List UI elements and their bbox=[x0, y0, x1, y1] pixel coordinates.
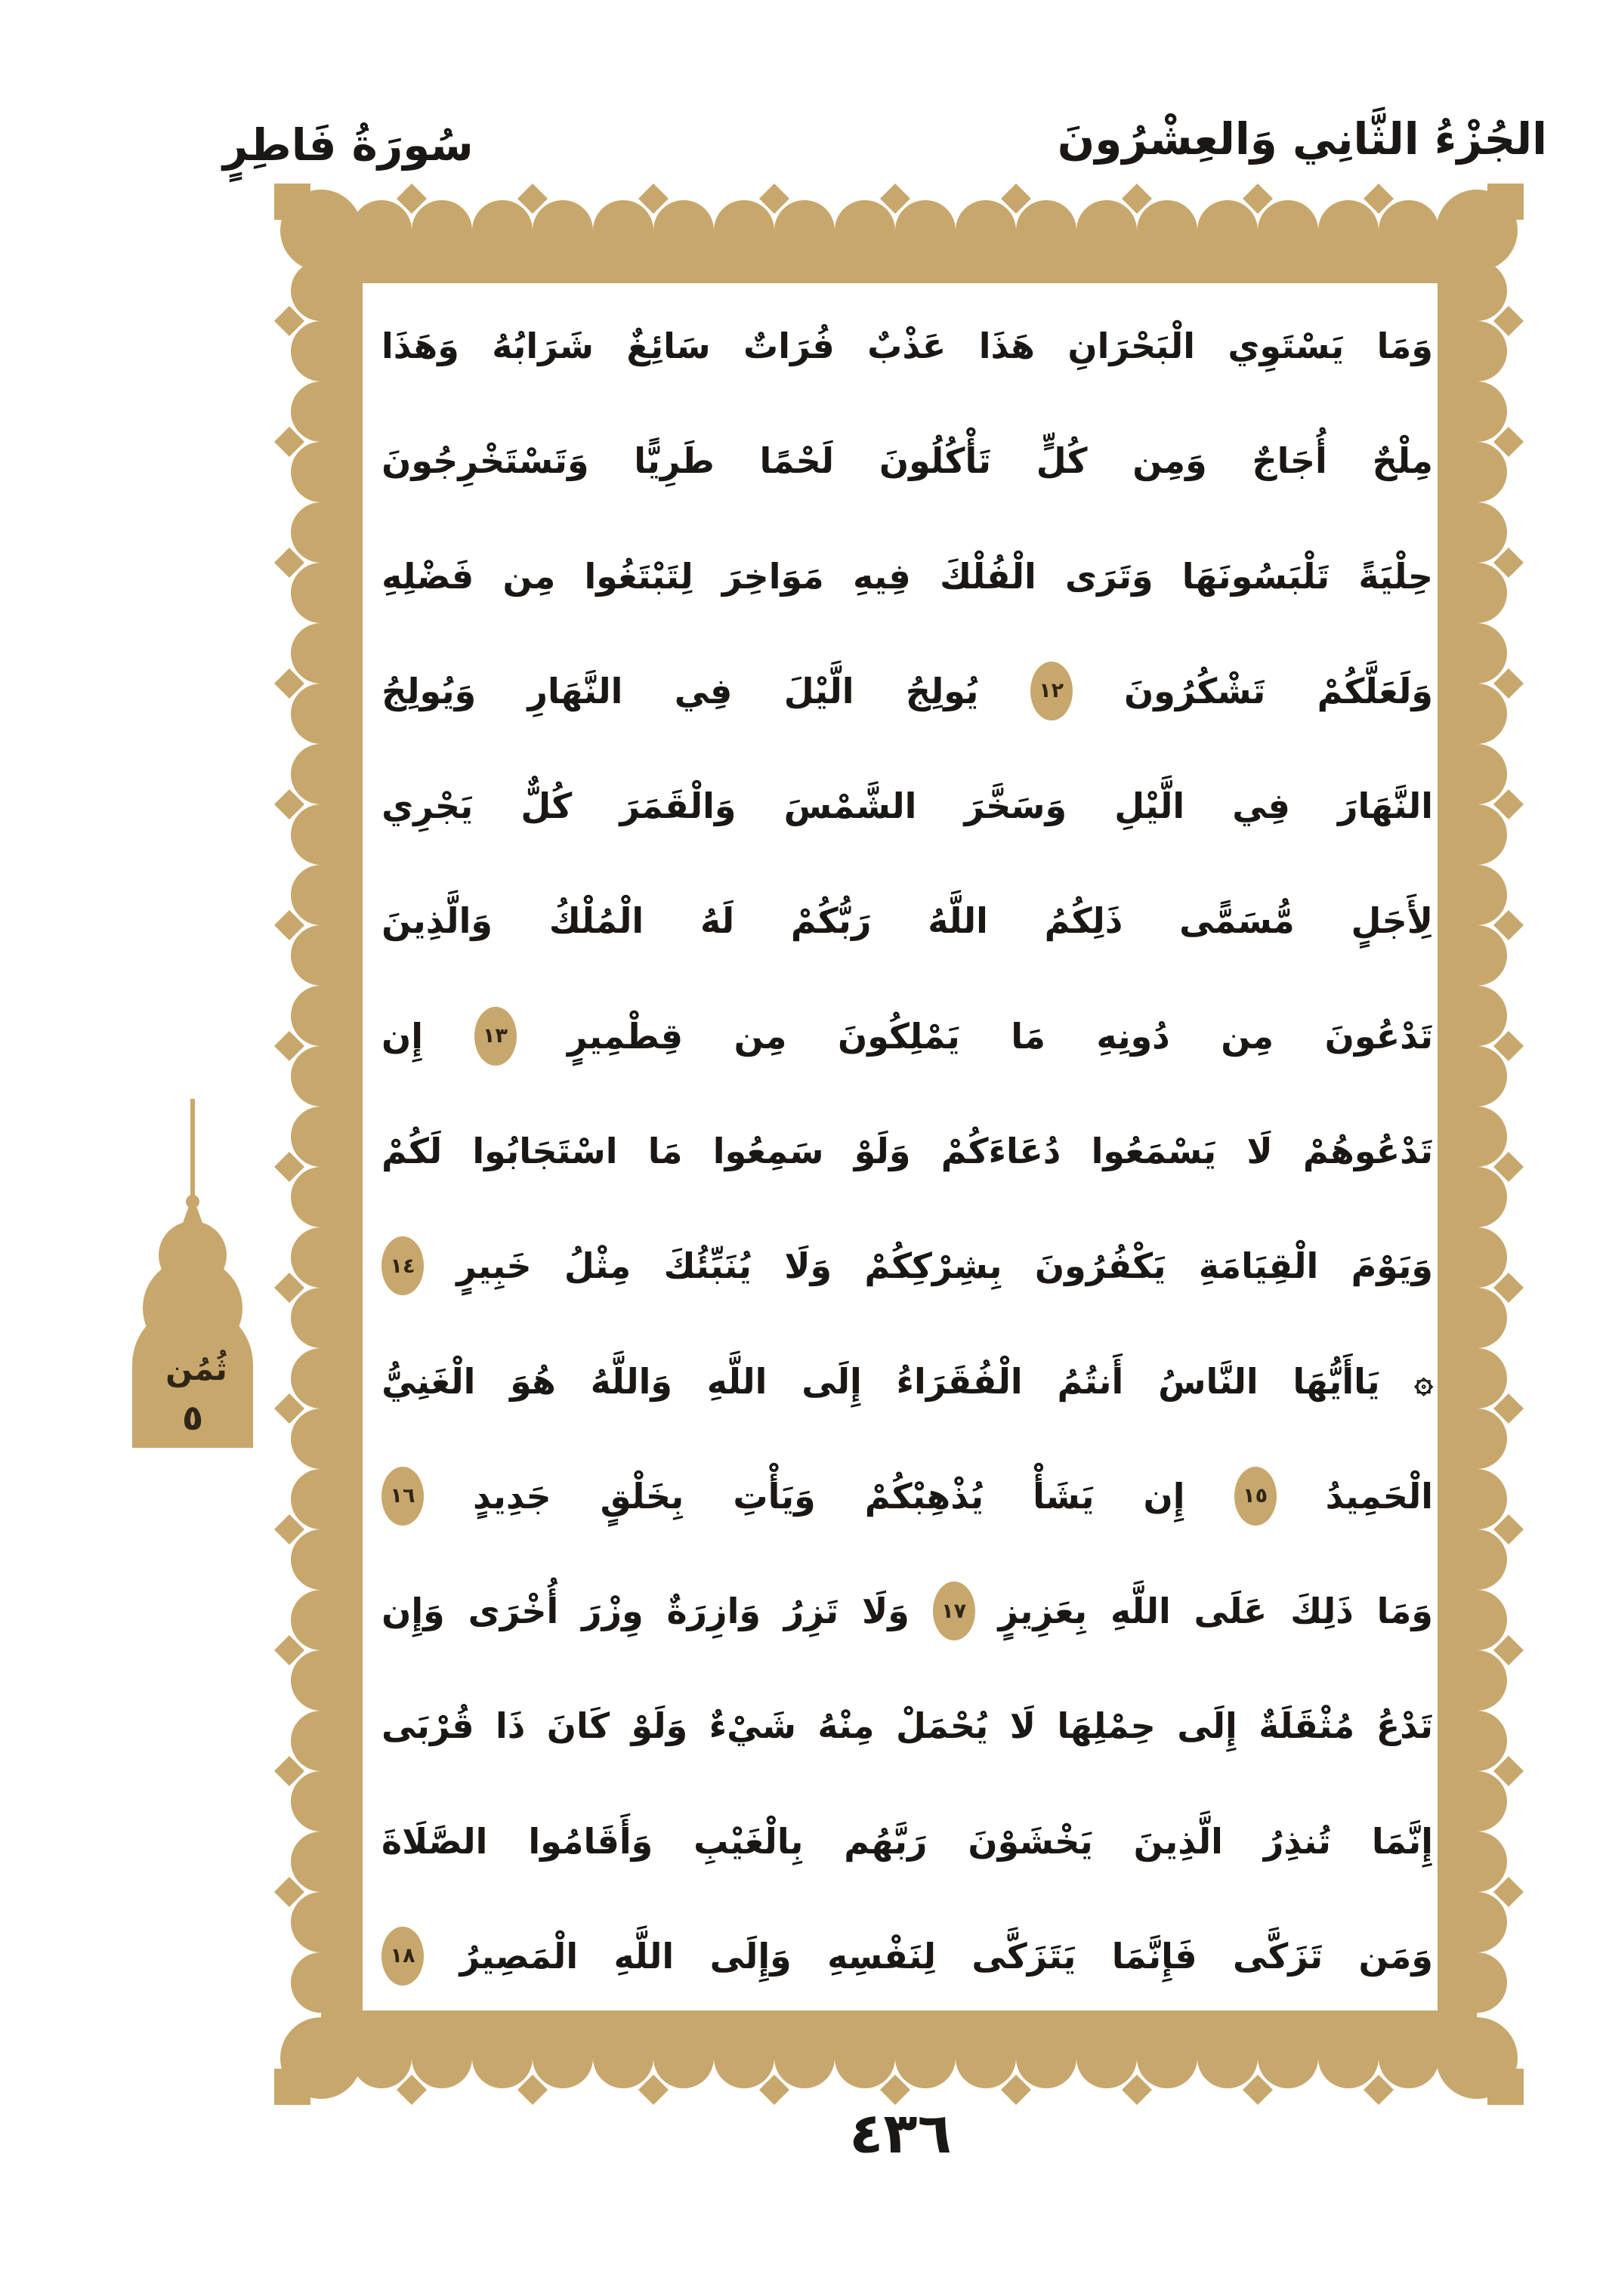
quran-word: يُذْهِبْكُمْ bbox=[864, 1475, 984, 1517]
quran-word: يَمْلِكُونَ bbox=[837, 1015, 960, 1057]
quran-line bbox=[381, 1213, 1433, 1319]
quran-word: مِن bbox=[1221, 1015, 1274, 1057]
quran-word: سَمِعُوا bbox=[712, 1130, 824, 1171]
quran-word: هُوَ bbox=[510, 1360, 556, 1402]
quran-word: وَمَن bbox=[1358, 1935, 1433, 1977]
quran-word: يَاأَيُّهَا bbox=[1293, 1360, 1380, 1402]
quran-word: وَالْقَمَرَ bbox=[619, 785, 737, 827]
quran-word: وَهَذَا bbox=[381, 326, 459, 366]
quran-line bbox=[381, 868, 1433, 974]
quran-word: وَسَخَّرَ bbox=[964, 785, 1067, 827]
quran-word: ذَا bbox=[496, 1705, 526, 1747]
quran-word: يَخْشَوْنَ bbox=[968, 1820, 1093, 1862]
thumn-number: ٥ bbox=[181, 1397, 204, 1438]
quran-word: مِن bbox=[502, 555, 556, 597]
surah-title: سُورَةُ فَاطِرٍ bbox=[223, 119, 474, 171]
quran-word: النَّهَارِ bbox=[527, 670, 623, 711]
quran-word: حِمْلِهَا bbox=[1057, 1705, 1156, 1747]
quran-line bbox=[381, 408, 1433, 514]
quran-word: كَانَ bbox=[546, 1705, 610, 1747]
thumn-label: ثُمُن bbox=[165, 1350, 227, 1387]
quran-word: يُولِجُ bbox=[905, 670, 979, 711]
quran-word: لَا bbox=[1246, 1130, 1273, 1171]
quran-line bbox=[381, 983, 1433, 1089]
ayah-number: ١٣ bbox=[483, 1024, 508, 1048]
quran-word: مِثْلُ bbox=[564, 1245, 632, 1287]
quran-word: يَسْتَوِي bbox=[1228, 326, 1345, 366]
quran-word: وَالَّذِينَ bbox=[381, 900, 493, 942]
quran-word: إِلَى bbox=[1177, 1705, 1237, 1747]
quran-word: وَازِرَةٌ bbox=[666, 1591, 761, 1632]
quran-word: يَشَأْ bbox=[1033, 1475, 1095, 1517]
quran-word: طَرِيًّا bbox=[634, 440, 715, 482]
quran-word: يَجْرِي bbox=[381, 785, 474, 827]
quran-word: مُّسَمًّى bbox=[1179, 900, 1295, 942]
quran-word: دُونِهِ bbox=[1096, 1015, 1170, 1057]
quran-word: بِالْغَيْبِ bbox=[693, 1820, 804, 1862]
quran-word: إِنَّمَا bbox=[1371, 1820, 1433, 1862]
quran-word: الْفُقَرَاءُ bbox=[896, 1360, 1023, 1402]
quran-word: سَائِغٌ bbox=[626, 326, 711, 366]
quran-word: أُجَاجٌ bbox=[1252, 440, 1327, 482]
quran-word: تَلْبَسُونَهَا bbox=[1181, 555, 1330, 597]
quran-word: الْمَصِيرُ bbox=[459, 1935, 579, 1977]
quran-line bbox=[381, 1098, 1433, 1204]
quran-word: وَإِن bbox=[381, 1591, 445, 1632]
juz-title: الجُزْءُ الثَّانِي وَالعِشْرُونَ bbox=[1057, 113, 1547, 165]
quran-word: تَدْعُونَ bbox=[1324, 1015, 1433, 1057]
quran-word: أُخْرَى bbox=[468, 1591, 559, 1632]
quran-word: قِطْمِيرٍ bbox=[567, 1015, 684, 1057]
quran-word: مَوَاخِرَ bbox=[721, 555, 824, 597]
quran-word: فِي bbox=[674, 670, 733, 711]
quran-line bbox=[381, 523, 1433, 629]
quran-word: رَبَّهُم bbox=[844, 1820, 928, 1862]
quran-word: تَدْعُوهُمْ bbox=[1302, 1130, 1433, 1171]
quran-line bbox=[381, 1443, 1433, 1549]
quran-word: لَحْمًا bbox=[759, 440, 835, 482]
quran-word: الَّيْلَ bbox=[783, 670, 854, 711]
quran-word: وَلَا bbox=[861, 1591, 910, 1632]
quran-text-area bbox=[381, 293, 1433, 2009]
thumn-stem bbox=[190, 1099, 195, 1197]
quran-word: وَأَقَامُوا bbox=[528, 1820, 653, 1862]
quran-word: هَذَا bbox=[978, 326, 1035, 366]
quran-word: فِيهِ bbox=[852, 555, 911, 597]
page-number: ٤٣٦ bbox=[849, 2101, 952, 2166]
quran-word: اسْتَجَابُوا bbox=[472, 1130, 618, 1171]
quran-word: النَّهَارَ bbox=[1338, 785, 1433, 827]
ayah-number: ١٨ bbox=[390, 1944, 415, 1968]
quran-word: وَلَا bbox=[784, 1245, 832, 1287]
quran-word: ذَلِكُمُ bbox=[1044, 900, 1123, 942]
quran-line bbox=[381, 1558, 1433, 1664]
quran-word: كُلٌّ bbox=[520, 785, 573, 827]
ayah-marker bbox=[933, 1582, 975, 1640]
ayah-number: ١٦ bbox=[390, 1484, 415, 1508]
quran-word: لِأَجَلٍ bbox=[1351, 900, 1433, 942]
quran-word: الشَّمْسَ bbox=[783, 785, 917, 827]
quran-word: كُلٍّ bbox=[1036, 440, 1088, 482]
ayah-marker bbox=[1030, 662, 1073, 721]
ayah-number: ١٢ bbox=[1039, 679, 1064, 703]
quran-word: وَيُولِجُ bbox=[381, 670, 477, 711]
ayah-marker bbox=[381, 1467, 424, 1526]
quran-word: بِشِرْكِكُمْ bbox=[864, 1245, 1002, 1287]
quran-word: شَيْءٌ bbox=[709, 1705, 796, 1747]
quran-word: وِزْرَ bbox=[582, 1591, 644, 1632]
quran-word: عَذْبٌ bbox=[867, 326, 947, 366]
quran-word: مَا bbox=[1011, 1015, 1045, 1057]
thumn-marker bbox=[106, 1099, 280, 1461]
ayah-marker bbox=[381, 1927, 424, 1986]
quran-word: إِلَى bbox=[801, 1360, 862, 1402]
quran-word: تَشْكُرُونَ bbox=[1123, 670, 1266, 711]
quran-word: ذَلِكَ bbox=[1290, 1591, 1354, 1632]
quran-word: وَتَرَى bbox=[1064, 555, 1154, 597]
quran-word: وَإِلَى bbox=[709, 1935, 792, 1977]
quran-word: وَتَسْتَخْرِجُونَ bbox=[381, 440, 589, 482]
quran-word: خَبِيرٍ bbox=[456, 1245, 532, 1287]
quran-word: وَلَعَلَّكُمْ bbox=[1317, 670, 1433, 711]
quran-word: يَتَزَكَّى bbox=[971, 1935, 1076, 1977]
quran-word: تَزِرُ bbox=[783, 1591, 839, 1632]
quran-word: فِي bbox=[1232, 785, 1290, 827]
quran-word: تَزَكَّى bbox=[1232, 1935, 1323, 1977]
quran-word: الَّيْلِ bbox=[1114, 785, 1185, 827]
ayah-marker bbox=[474, 1007, 517, 1066]
quran-word: اللَّهِ bbox=[613, 1935, 675, 1977]
quran-line bbox=[381, 1329, 1433, 1434]
quran-word: الْفُلْكَ bbox=[939, 555, 1036, 597]
quran-word: إِن bbox=[1143, 1475, 1185, 1517]
quran-word: الْقِيَامَةِ bbox=[1198, 1245, 1319, 1287]
quran-word: فَضْلِهِ bbox=[381, 555, 474, 597]
quran-word: إِن bbox=[381, 1015, 424, 1057]
quran-word: لِتَبْتَغُوا bbox=[584, 555, 693, 597]
quran-word: رَبُّكُمْ bbox=[790, 900, 872, 942]
rub-el-hizb-icon: ۞ bbox=[1414, 1362, 1433, 1400]
quran-word: تَدْعُ bbox=[1376, 1705, 1433, 1747]
quran-word: يُحْمَلْ bbox=[895, 1705, 989, 1747]
quran-line bbox=[381, 638, 1433, 744]
quran-word: الْغَنِيُّ bbox=[381, 1360, 476, 1402]
quran-word: وَيَأْتِ bbox=[733, 1475, 816, 1517]
quran-word: وَمِن bbox=[1132, 440, 1207, 482]
ayah-number: ١٥ bbox=[1243, 1484, 1268, 1508]
quran-word: يَكْفُرُونَ bbox=[1034, 1245, 1166, 1287]
quran-word: تُنذِرُ bbox=[1263, 1820, 1331, 1862]
quran-word: بِعَزِيزٍ bbox=[998, 1591, 1088, 1632]
ayah-marker bbox=[1234, 1467, 1277, 1526]
quran-word: مُثْقَلَةٌ bbox=[1259, 1705, 1355, 1747]
quran-word: مِنْهُ bbox=[817, 1705, 875, 1747]
quran-line bbox=[381, 753, 1433, 859]
quran-word: اللَّهِ bbox=[706, 1360, 767, 1402]
quran-word: حِلْيَةً bbox=[1358, 555, 1433, 597]
quran-word: النَّاسُ bbox=[1158, 1360, 1259, 1402]
quran-word: دُعَاءَكُمْ bbox=[940, 1130, 1061, 1171]
quran-word: لِنَفْسِهِ bbox=[827, 1935, 937, 1977]
quran-word: مِلْحٌ bbox=[1372, 440, 1433, 482]
quran-word: شَرَابُهُ bbox=[492, 326, 595, 366]
quran-word: أَنتُمُ bbox=[1057, 1360, 1124, 1402]
quran-word: يَسْمَعُوا bbox=[1091, 1130, 1217, 1171]
quran-word: فَإِنَّمَا bbox=[1111, 1935, 1197, 1977]
ayah-marker bbox=[381, 1236, 424, 1295]
quran-word: جَدِيدٍ bbox=[473, 1475, 551, 1517]
quran-line bbox=[381, 1788, 1433, 1894]
quran-line bbox=[381, 1673, 1433, 1779]
quran-word: الْبَحْرَانِ bbox=[1067, 326, 1195, 366]
quran-word: الصَّلَاةَ bbox=[381, 1820, 488, 1862]
quran-word: بِخَلْقٍ bbox=[600, 1475, 684, 1517]
ayah-number: ١٧ bbox=[941, 1599, 967, 1623]
quran-word: لَهُ bbox=[700, 900, 735, 942]
quran-word: يُنَبِّئُكَ bbox=[663, 1245, 752, 1287]
quran-word: مَا bbox=[647, 1130, 683, 1171]
quran-word: اللَّهِ bbox=[1110, 1591, 1171, 1632]
quran-word: وَلَوْ bbox=[854, 1130, 911, 1171]
quran-word: قُرْبَى bbox=[381, 1705, 474, 1747]
quran-word: عَلَى bbox=[1194, 1591, 1268, 1632]
quran-word: مِن bbox=[734, 1015, 787, 1057]
quran-word: وَمَا bbox=[1376, 1591, 1433, 1632]
ayah-number: ١٤ bbox=[390, 1254, 415, 1278]
quran-word: فُرَاتٌ bbox=[743, 326, 835, 366]
quran-word: وَمَا bbox=[1376, 326, 1433, 366]
quran-word: وَاللَّهُ bbox=[590, 1360, 672, 1402]
quran-word: اللَّهُ bbox=[928, 900, 988, 942]
quran-line bbox=[381, 1903, 1433, 2009]
quran-word: لَكُمْ bbox=[381, 1130, 443, 1171]
quran-word: الَّذِينَ bbox=[1133, 1820, 1223, 1862]
quran-word: وَيَوْمَ bbox=[1351, 1245, 1433, 1287]
quran-word: تَأْكُلُونَ bbox=[879, 440, 991, 482]
quran-word: لَا bbox=[1009, 1705, 1036, 1747]
quran-word: وَلَوْ bbox=[631, 1705, 688, 1747]
quran-line bbox=[381, 293, 1433, 399]
quran-word: الْحَمِيدُ bbox=[1325, 1475, 1433, 1517]
quran-word: الْمُلْكُ bbox=[548, 900, 644, 942]
